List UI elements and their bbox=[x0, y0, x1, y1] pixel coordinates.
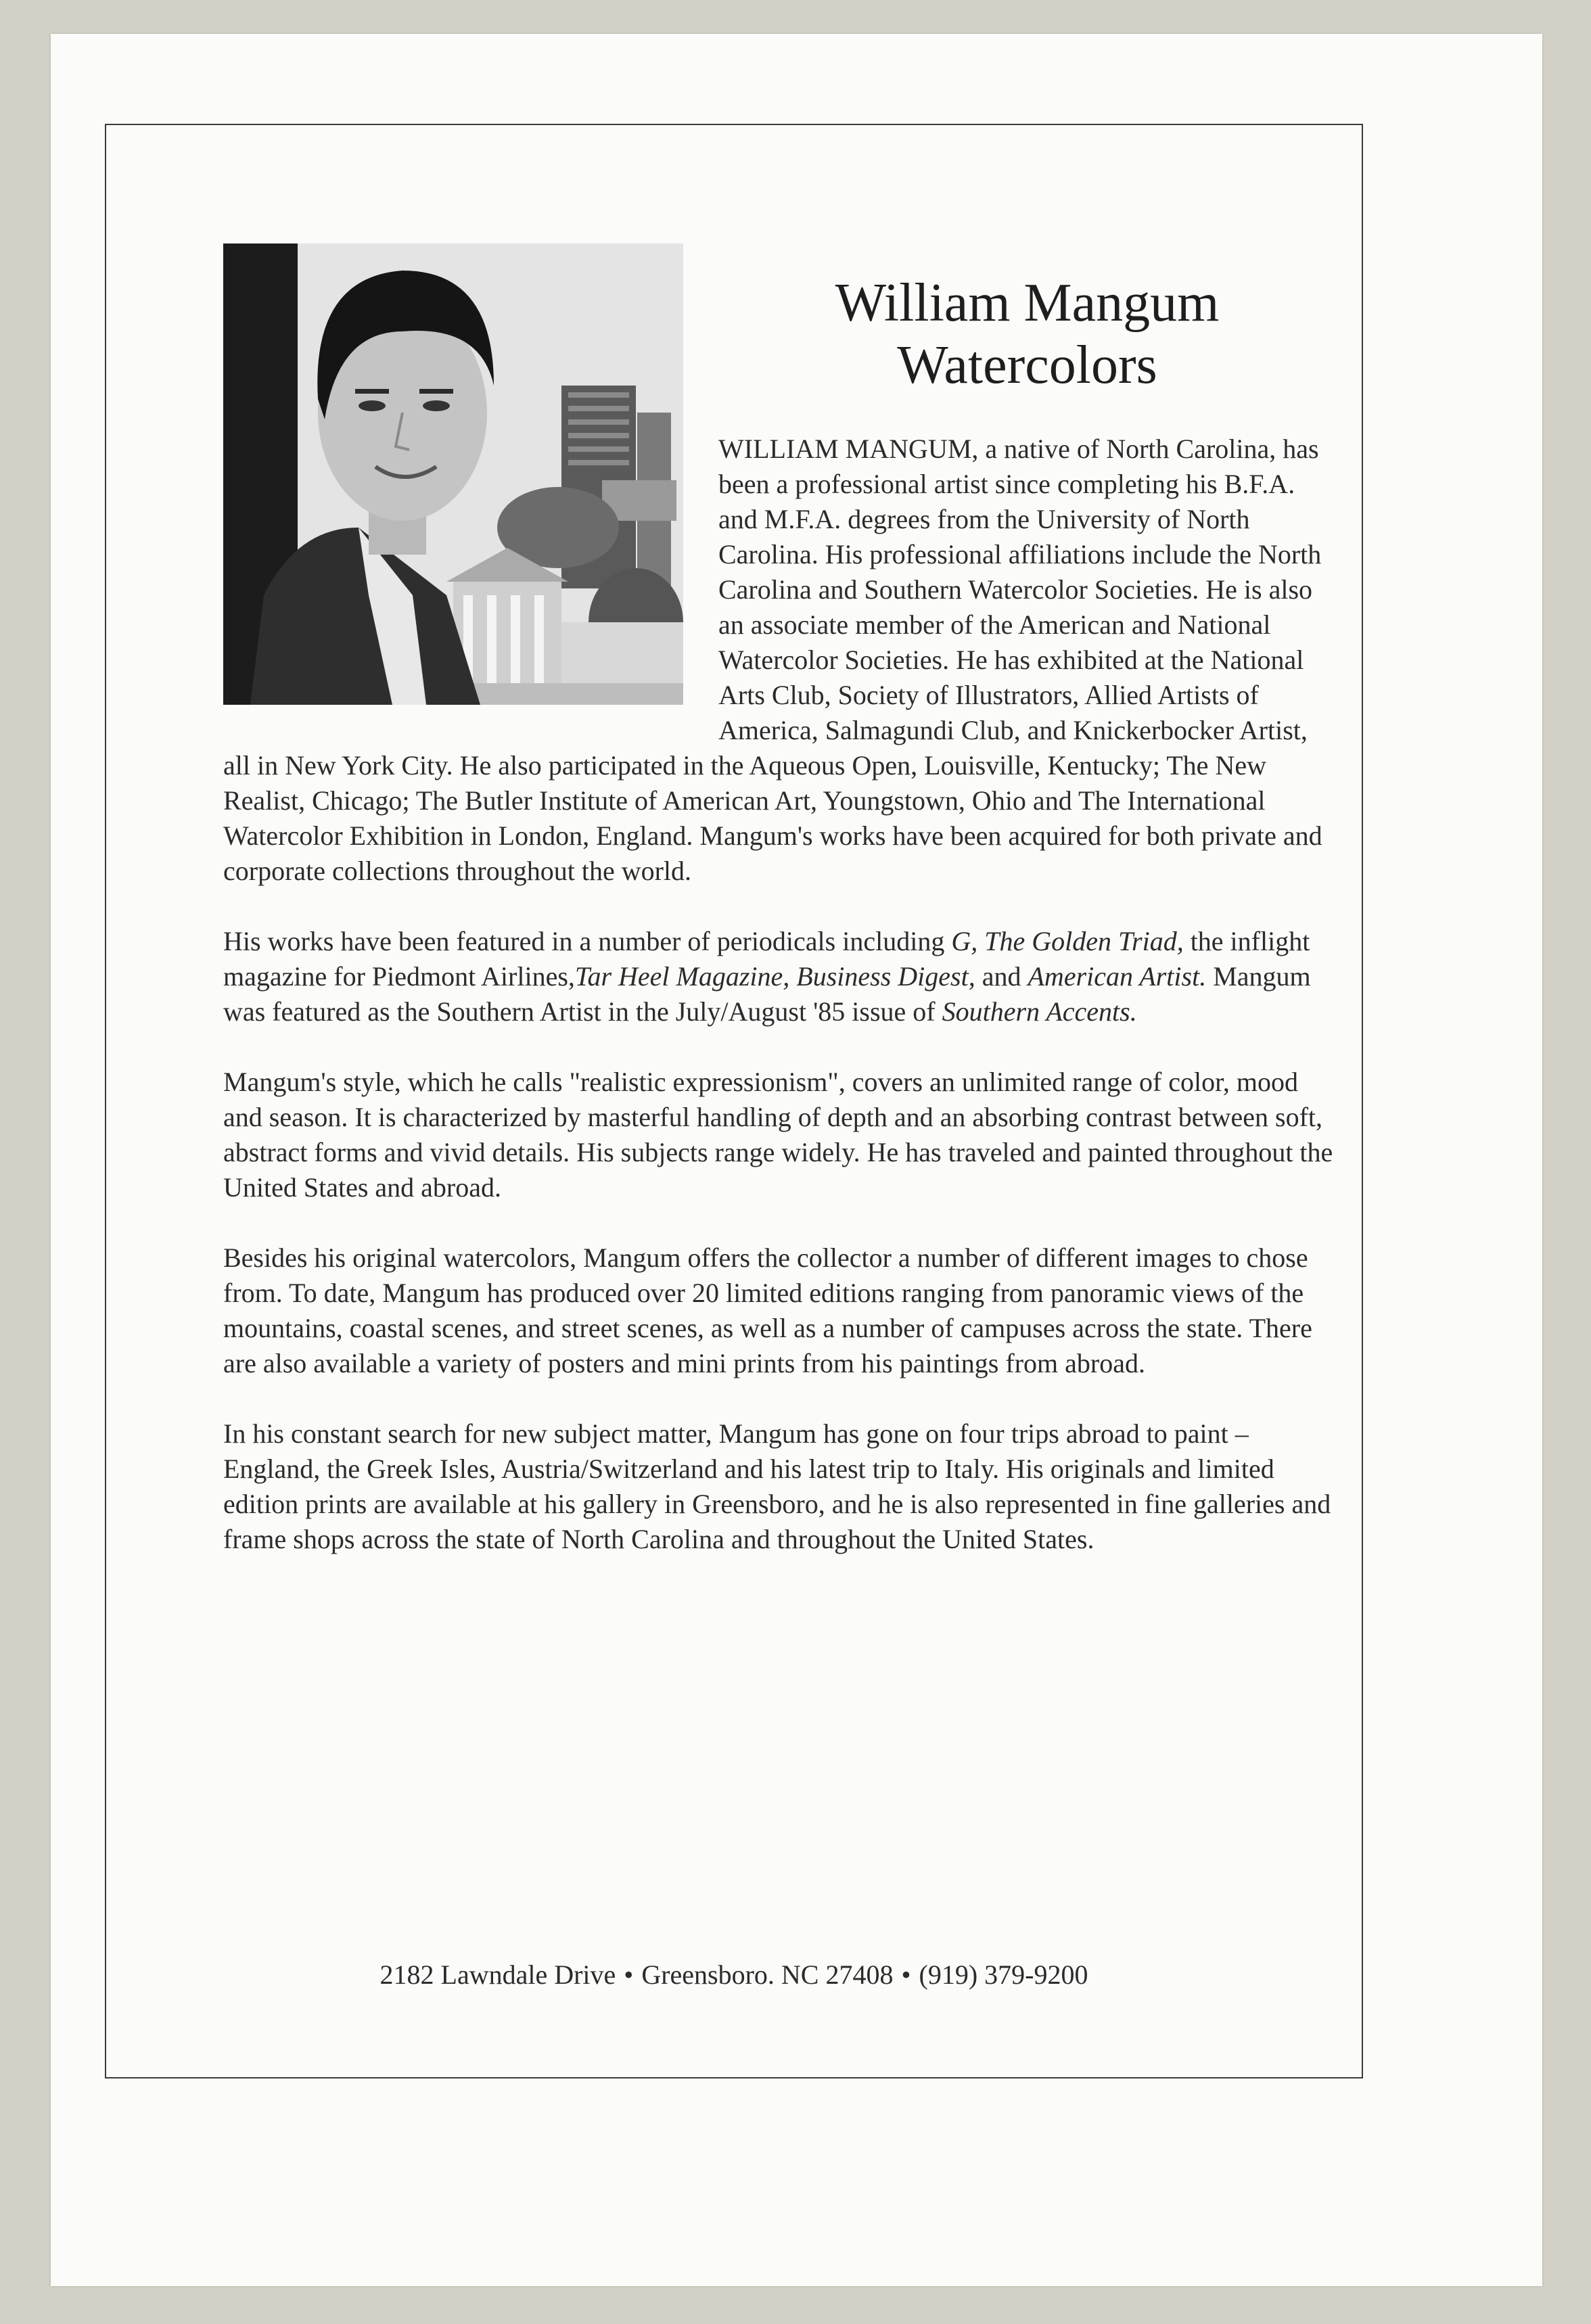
p2-text-c: and bbox=[975, 961, 1028, 992]
bullet-separator: • bbox=[624, 1959, 634, 1990]
street-address: 2182 Lawndale Drive bbox=[379, 1959, 616, 1990]
title-line-2: Watercolors bbox=[897, 335, 1157, 395]
phone-number: (919) 379-9200 bbox=[919, 1959, 1088, 1990]
city-state-zip: Greensboro. NC 27408 bbox=[641, 1959, 894, 1990]
bio-paragraph-2 bbox=[223, 924, 1336, 1029]
portrait-photo bbox=[223, 243, 683, 705]
p2-italic-4: Southern Accents. bbox=[942, 996, 1137, 1027]
portrait-photo-image bbox=[223, 243, 683, 705]
p2-text-d: Mangum was featured as the Southern Artist in the July/August '85 issue of bbox=[223, 961, 1311, 1027]
p2-italic-3: American Artist. bbox=[1028, 961, 1207, 992]
bio-paragraph-1: WILLIAM MANGUM, a native of North Carolina, has been a professional artist since completing his B.F.A. and M.F.A. degrees from the University of North Carolina. His professional affiliations include the North Carolina and Southern Watercolor Societies. He is also an associate member of the American and National Watercolor Societies. He has exhibited at the National Arts Club, Society of Illustrators, Allied Artists of America, Salmagundi Club, and Knickerbocker Artist, all in New York City. He also participated in the Aqueous Open, Louisville, Kentucky; The New Realist, Chicago; The Butler Institute of American Art, Youngstown, Ohio and The International Watercolor Exhibition in London, England. Mangum's works have been acquired for both private and corporate collections throughout the world. bbox=[223, 434, 1322, 886]
bullet-separator: • bbox=[901, 1959, 911, 1990]
bio-paragraph-4: Besides his original watercolors, Mangum offers the collector a number of different images to chose from. To date, Mangum has produced over 20 limited editions ranging from panoramic views of the mountains, coastal scenes, and street scenes, as well as a number of campuses across the state. There are also available a variety of posters and mini prints from his paintings from abroad. bbox=[223, 1242, 1312, 1378]
p2-text-b: the inflight magazine for Piedmont Airlines, bbox=[223, 926, 1310, 992]
bio-paragraph-3: Mangum's style, which he calls "realistic expressionism", covers an unlimited range of color, mood and season. It is characterized by masterful handling of depth and an absorbing contrast between soft, abstract forms and vivid details. His subjects range widely. He has traveled and painted throughout the United States and abroad. bbox=[223, 1067, 1333, 1203]
p2-italic-1: G, The Golden Triad, bbox=[951, 926, 1184, 956]
bio-paragraph-5: In his constant search for new subject matter, Mangum has gone on four trips abroad to paint – England, the Greek Isles, Austria/Switzerland and his latest trip to Italy. His originals and limited edition prints are available at his gallery in Greensboro, and he is also represented in fine galleries and frame shops across the state of North Carolina and throughout the United States. bbox=[223, 1418, 1331, 1554]
p2-text-a: His works have been featured in a number of periodicals including bbox=[223, 926, 952, 956]
contact-footer bbox=[105, 1959, 1363, 1991]
flyer-content bbox=[223, 243, 1336, 1557]
p2-italic-2: Tar Heel Magazine, Business Digest, bbox=[574, 961, 975, 992]
title-line-1: William Mangum bbox=[835, 273, 1220, 333]
